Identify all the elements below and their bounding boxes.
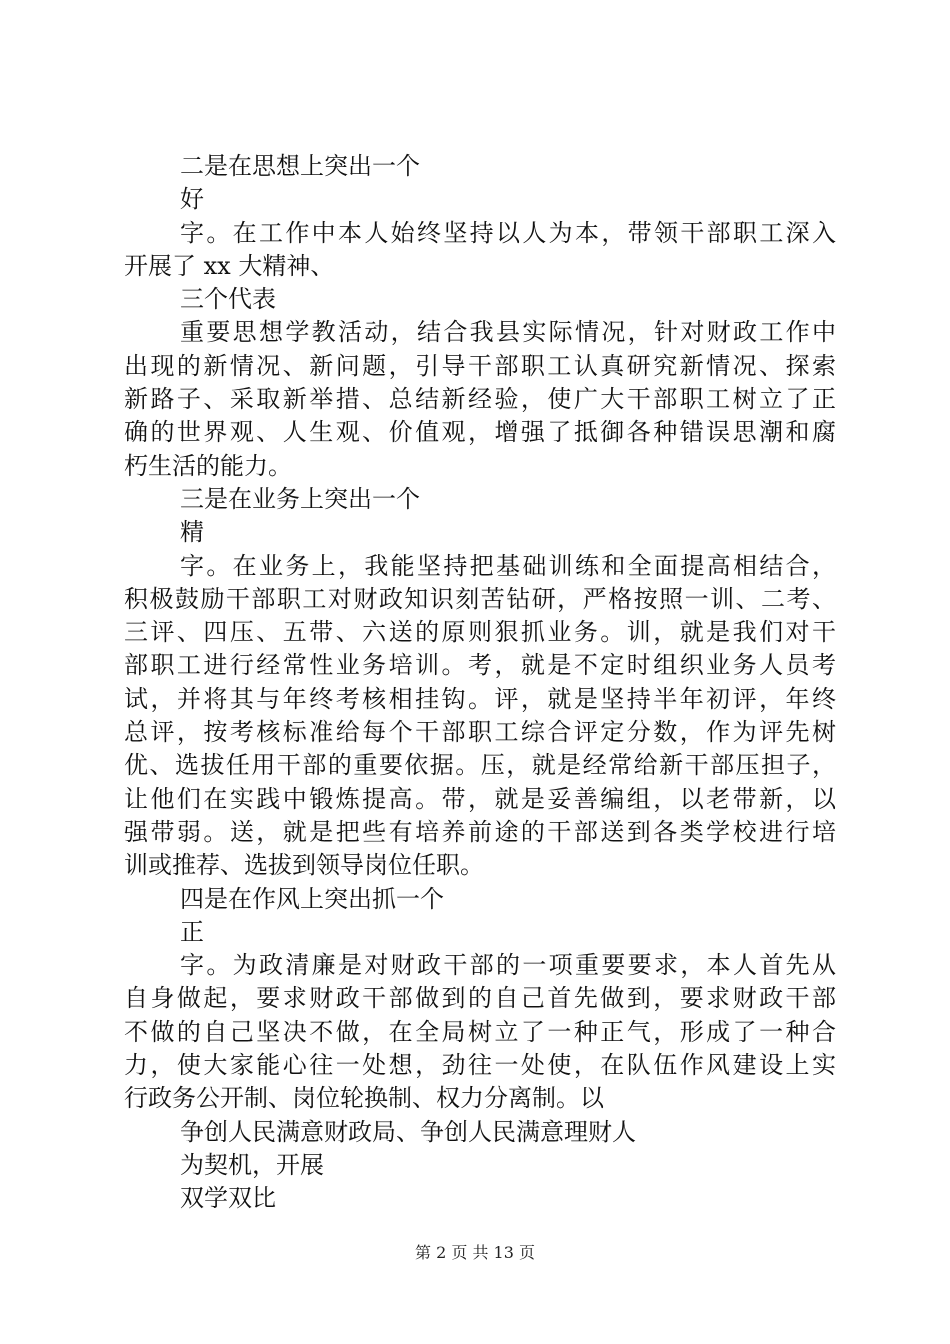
text-line: 争创人民满意财政局、争创人民满意理财人 [180,1117,636,1146]
text-line: 优、选拔任用干部的重要依据。压，就是经常给新干部压担子， [124,751,836,780]
text-line: 不做的自己坚决不做，在全局树立了一种正气，形成了一种合 [124,1017,836,1046]
text-line: 重要思想学教活动，结合我县实际情况，针对财政工作中 [180,318,836,347]
body-text [124,150,836,1216]
text-line: 试，并将其与年终考核相挂钩。评，就是坚持半年初评，年终 [124,684,836,713]
text-line: 三评、四压、五带、六送的原则狠抓业务。训，就是我们对干 [124,618,836,647]
text-line: 字。在工作中本人始终坚持以人为本，带领干部职工深入 [180,218,836,247]
text-line: 总评，按考核标准给每个干部职工综合评定分数，作为评先树 [124,718,836,747]
text-line: 让他们在实践中锻炼提高。带，就是妥善编组，以老带新，以 [124,784,836,813]
text-line: 行政务公开制、岗位轮换制、权力分离制。以 [124,1084,604,1113]
page-number-footer: 第 2 页 共 13 页 [415,1243,535,1262]
text-line: 朽生活的能力。 [124,451,292,480]
text-line: 字。在业务上，我能坚持把基础训练和全面提高相结合， [180,551,836,580]
text-line: 开展了 xx 大精神、 [124,251,335,280]
text-line: 确的世界观、人生观、价值观，增强了抵御各种错误思潮和腐 [124,418,836,447]
text-line: 三个代表 [180,285,276,314]
text-line: 新路子、采取新举措、总结新经验，使广大干部职工树立了正 [124,385,836,414]
text-line: 四是在作风上突出抓一个 [180,884,444,913]
text-line: 好 [180,185,204,214]
text-line: 强带弱。送，就是把些有培养前途的干部送到各类学校进行培 [124,817,836,846]
text-line: 自身做起，要求财政干部做到的自己首先做到，要求财政干部 [124,984,836,1013]
text-line: 积极鼓励干部职工对财政知识刻苦钻研，严格按照一训、二考、 [124,584,836,613]
text-line: 正 [180,917,204,946]
text-line: 二是在思想上突出一个 [180,152,420,180]
text-line: 字。为政清廉是对财政干部的一项重要要求，本人首先从 [180,951,836,980]
text-line: 为契机，开展 [180,1150,324,1179]
text-line: 双学双比 [180,1184,276,1213]
text-line: 精 [180,518,204,547]
text-line: 力，使大家能心往一处想，劲往一处使，在队伍作风建设上实 [124,1051,836,1080]
text-line: 训或推荐、选拔到领导岗位任职。 [124,851,484,880]
text-line: 部职工进行经常性业务培训。考，就是不定时组织业务人员考 [124,651,836,680]
text-line: 三是在业务上突出一个 [180,484,420,513]
text-line: 出现的新情况、新问题，引导干部职工认真研究新情况、探索 [124,351,836,380]
